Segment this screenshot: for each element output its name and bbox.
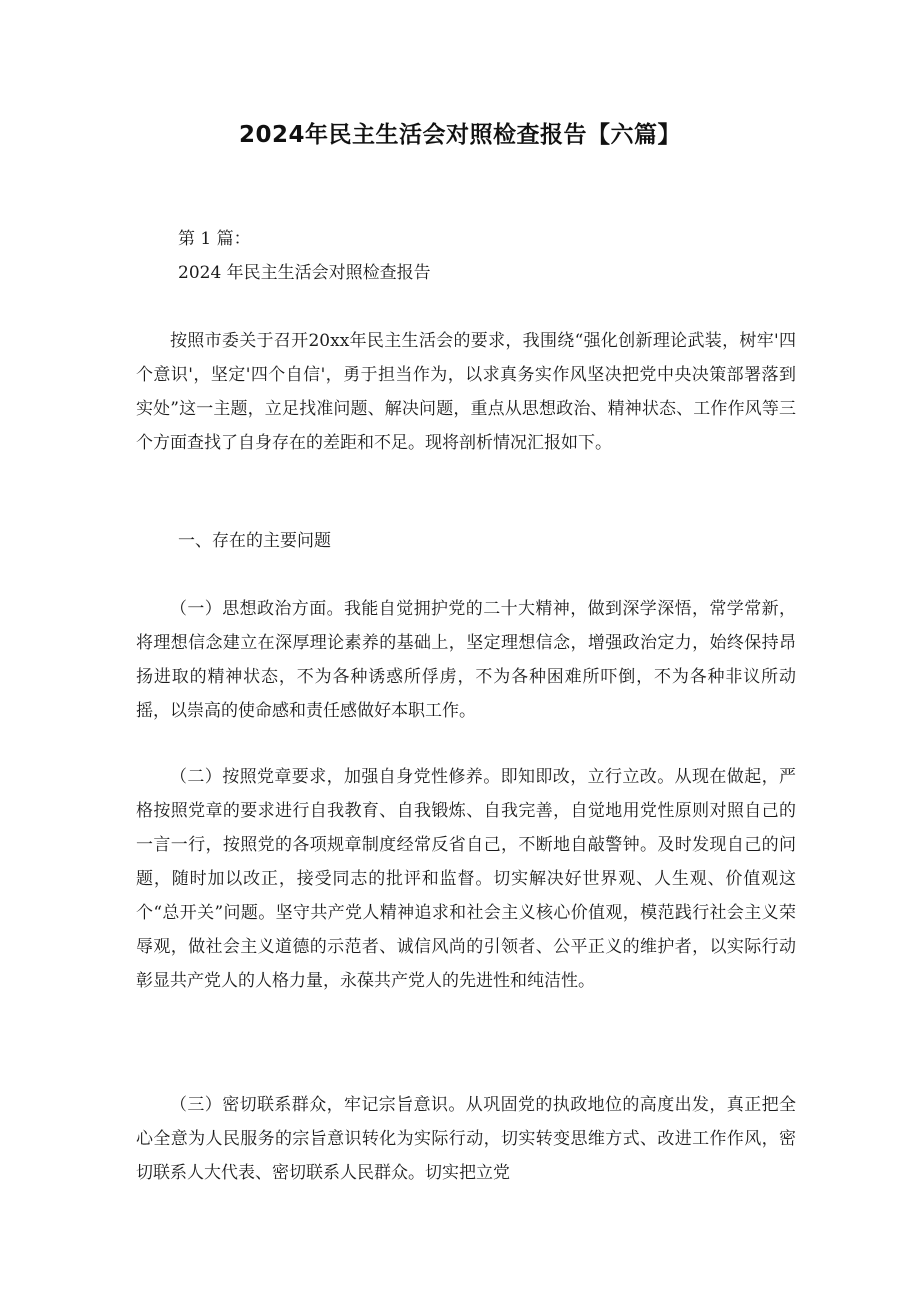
part-title: 2024 年民主生活会对照检查报告	[178, 263, 431, 283]
paragraph-block-1	[136, 592, 796, 728]
paragraph-1: （一）思想政治方面。我能自觉拥护党的二十大精神，做到深学深悟，常学常新，将理想信念建立在深厚理论素养的基础上，坚定理想信念，增强政治定力，始终保持昂扬进取的精神状态，不为各种诱惑所俘虏，不为各种困难所吓倒，不为各种非议所动摇，以崇高的使命感和责任感做好本职工作。	[136, 599, 796, 721]
part-label: 第 1 篇：	[178, 229, 251, 249]
section-heading: 一、存在的主要问题	[178, 531, 331, 551]
document-title: 2024年民主生活会对照检查报告【六篇】	[238, 122, 681, 148]
paragraph-2: （二）按照党章要求，加强自身党性修养。即知即改，立行立改。从现在做起，严格按照党章的要求进行自我教育、自我锻炼、自我完善，自觉地用党性原则对照自己的一言一行，按照党的各项规章制度经常反省自己，不断地自敲警钟。及时发现自己的问题，随时加以改正，接受同志的批评和监督。切实解决好世界观、人生观、价值观这个“总开关”问题。坚守共产党人精神追求和社会主义核心价值观，模范践行社会主义荣辱观，做社会主义道德的示范者、诚信风尚的引领者、公平正义的维护者，以实际行动彰显共产党人的人格力量，永葆共产党人的先进性和纯洁性。	[136, 767, 796, 991]
intro-paragraph: 按照市委关于召开20xx年民主生活会的要求，我围绕“强化创新理论武装，树牢'四个意识'，坚定'四个自信'，勇于担当作为，以求真务实作风坚决把党中央决策部署落到实处”这一主题，立足找准问题、解决问题，重点从思想政治、精神状态、工作作风等三个方面查找了自身存在的差距和不足。现将剖析情况汇报如下。	[136, 331, 796, 453]
part-header	[136, 222, 796, 290]
paragraph-block-2	[136, 760, 796, 998]
intro-paragraph-block	[136, 324, 796, 460]
paragraph-block-3	[136, 1088, 796, 1190]
paragraph-3: （三）密切联系群众，牢记宗旨意识。从巩固党的执政地位的高度出发，真正把全心全意为人民服务的宗旨意识转化为实际行动，切实转变思维方式、改进工作作风，密切联系人大代表、密切联系人民群众。切实把立党	[136, 1095, 796, 1183]
